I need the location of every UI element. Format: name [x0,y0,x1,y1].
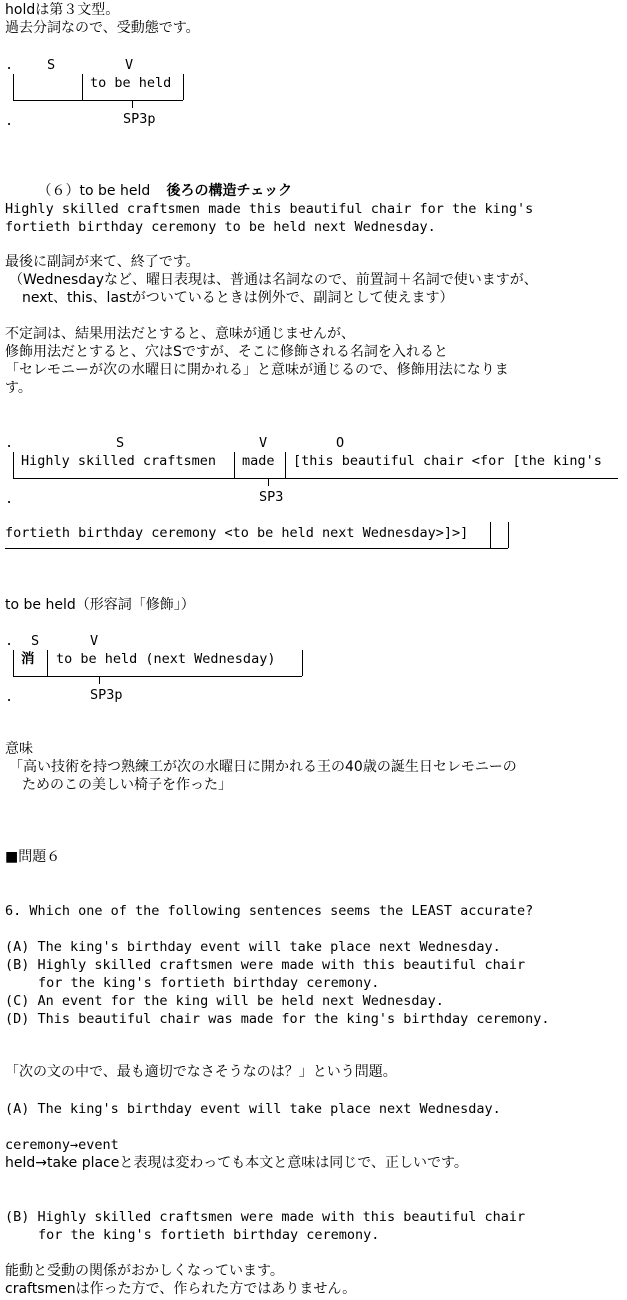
option-d: (D) This beautiful chair was made for the king's birthday ceremony. [5,1011,550,1027]
diagram-2-sub-label: SP3 [259,489,284,505]
explanation-1-line-3: next、this、lastがついているときは例外で、副詞として使えます） [22,290,454,306]
diagram-2-cont-right-bar [508,522,509,548]
diagram-3-dot-top: . [5,633,14,649]
explanation-2-line-1: 不定詞は、結果用法だとすると、意味が通じませんが、 [5,326,355,342]
answer-b-repeat-1: (B) Highly skilled craftsmen were made with this beautiful chair [5,1209,526,1225]
diagram-2-baseline [13,478,618,479]
diagram-2-divider-1 [234,452,235,478]
diagram-1-divider [82,74,83,100]
diagram-2-cont-text: fortieth birthday ceremony <to be held next Wednesday>]>] [5,525,469,541]
diagram-1-sub-label: SP3p [123,111,156,127]
diagram-2-o-label: O [336,435,345,451]
intro-line-2: 過去分詞なので、受動態です。 [5,20,200,36]
diagram-3-divider [47,650,48,676]
diagram-1-tick [132,100,133,108]
diagram-1-dot-top: . [5,57,14,73]
meaning-label: 意味 [5,741,33,757]
option-b-line-1: (B) Highly skilled craftsmen were made with this beautiful chair [5,957,526,973]
answer-a-repeat: (A) The king's birthday event will take place next Wednesday. [5,1101,501,1117]
diagram-3-left-bar [13,650,14,676]
diagram-1-right-bar [183,74,184,100]
section-6-heading-en: （６）to be held [37,183,151,199]
diagram-2-v-label: V [259,435,268,451]
option-b-line-2: for the king's fortieth birthday ceremony. [38,975,380,991]
diagram-2-left-bar [13,452,14,478]
diagram-2-o-text: [this beautiful chair <for [the king's [293,453,602,469]
diagram-2-cont-inner-bar [490,522,491,548]
intro-line-1: holdは第３文型。 [5,2,120,18]
problem-heading: ■問題６ [5,849,61,865]
explanation-2-line-3: 「セレモニーが次の水曜日に開かれる」と意味が通じるので、修飾用法になりま [5,362,509,378]
section-6-heading-jp: 後ろの構造チェック [166,183,293,199]
diagram-2-s-label: S [116,435,125,451]
meaning-line-2: ためのこの美しい椅子を作った」 [22,777,232,793]
diagram-1-s-label: S [47,57,56,73]
answer-intro: 「次の文の中で、最も適切でなさそうなのは？」という問題。 [5,1064,397,1080]
diagram-2-s-text: Highly skilled craftsmen [21,453,217,469]
diagram-3-v-label: V [90,633,99,649]
diagram-2-dot-top: . [5,435,14,451]
diagram-1-v-label: V [125,57,134,73]
answer-a-note-2: held→take placeと表現は変わっても本文と意味は同じで、正しいです。 [5,1155,468,1171]
answer-b-note-2: craftsmenは作った方で、作られた方ではありません。 [5,1281,357,1297]
option-a: (A) The king's birthday event will take place next Wednesday. [5,939,501,955]
diagram-1-v-text: to be held [90,75,172,91]
diagram-3-caption: to be held（形容詞「修飾」） [5,597,195,613]
answer-a-note-1: ceremony→event [5,1137,119,1153]
diagram-1-baseline [13,100,183,101]
diagram-2-divider-2 [285,452,286,478]
diagram-2-cont-baseline [5,548,508,549]
explanation-1-line-2: （Wednesdayなど、曜日表現は、普通は名詞なので、前置詞＋名詞で使いますが、 [9,272,538,288]
diagram-3-right-bar [302,650,303,676]
diagram-3-tick [99,676,100,684]
answer-b-note-1: 能動と受動の関係がおかしくなっています。 [5,1263,284,1279]
diagram-2-v-text: made [242,453,275,469]
diagram-1-dot-bottom: . [5,113,14,129]
diagram-3-s-text: 消 [21,651,35,667]
diagram-2-tick [268,478,269,486]
sentence-line-1: Highly skilled craftsmen made this beautiful chair for the king's [5,201,534,217]
diagram-3-baseline [13,676,302,677]
diagram-3-s-label: S [31,633,40,649]
meaning-line-1: 「高い技術を持つ熟練工が次の水曜日に開かれる王の40歳の誕生日セレモニーの [9,759,517,775]
explanation-2-line-4: す。 [5,380,32,396]
diagram-2-dot-bottom: . [5,491,14,507]
diagram-3-dot-bottom: . [5,689,14,705]
explanation-1-line-1: 最後に副詞が来て、終了です。 [5,254,200,270]
sentence-line-2: fortieth birthday ceremony to be held next Wednesday. [5,219,436,235]
diagram-3-v-text: to be held (next Wednesday) [56,651,276,667]
diagram-3-sub-label: SP3p [90,687,123,703]
option-c: (C) An event for the king will be held next Wednesday. [5,993,444,1009]
problem-question: 6. Which one of the following sentences seems the LEAST accurate? [5,903,534,919]
diagram-1-left-bar [13,74,14,100]
explanation-2-line-2: 修飾用法だとすると、穴はSですが、そこに修飾される名詞を入れると [5,344,448,360]
answer-b-repeat-2: for the king's fortieth birthday ceremony. [38,1227,380,1243]
